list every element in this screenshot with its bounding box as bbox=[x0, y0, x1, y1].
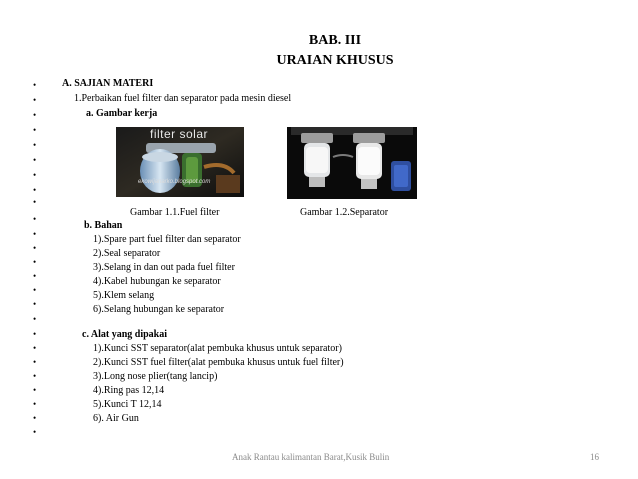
bullet-icon: • bbox=[33, 95, 37, 105]
bahan-item: 3).Selang in dan out pada fuel filter bbox=[93, 262, 235, 273]
page-number: 16 bbox=[590, 452, 599, 462]
bullet-icon: • bbox=[33, 357, 37, 367]
bullet-icon: • bbox=[33, 413, 37, 423]
bullet-icon: • bbox=[33, 243, 37, 253]
bahan-item: 4).Kabel hubungan ke separator bbox=[93, 276, 221, 287]
bullet-icon: • bbox=[33, 80, 37, 90]
bullet-icon: • bbox=[33, 155, 37, 165]
separator-caption: Gambar 1.2.Separator bbox=[300, 207, 389, 218]
bullet-icon: • bbox=[33, 329, 37, 339]
bullet-icon: • bbox=[33, 257, 37, 267]
bahan-item: 2).Seal separator bbox=[93, 248, 161, 259]
alat-item: 4).Ring pas 12,14 bbox=[93, 385, 165, 396]
fuel-filter-caption: Gambar 1.1.Fuel filter bbox=[130, 207, 220, 218]
chapter-title: BAB. III bbox=[308, 33, 362, 48]
alat-heading: c. Alat yang dipakai bbox=[82, 329, 168, 340]
bullet-icon: • bbox=[33, 170, 37, 180]
bahan-item: 6).Selang hubungan ke separator bbox=[93, 304, 225, 315]
bahan-item: 1).Spare part fuel filter dan separator bbox=[93, 234, 241, 245]
bullet-icon: • bbox=[33, 343, 37, 353]
alat-item: 3).Long nose plier(tang lancip) bbox=[93, 371, 218, 382]
bullet-icon: • bbox=[33, 197, 37, 207]
alat-item: 2).Kunci SST fuel filter(alat pembuka khusus untuk fuel filter) bbox=[93, 357, 344, 368]
chapter-subtitle: URAIAN KHUSUS bbox=[276, 53, 394, 68]
bullet-icon: • bbox=[33, 385, 37, 395]
bullet-icon: • bbox=[33, 110, 37, 120]
bullet-icon: • bbox=[33, 125, 37, 135]
section-subheading: 1.Perbaikan fuel filter dan separator pada mesin diesel bbox=[74, 93, 292, 104]
bullet-icon: • bbox=[33, 285, 37, 295]
alat-item: 6). Air Gun bbox=[93, 413, 139, 424]
bullet-icon: • bbox=[33, 427, 37, 437]
bahan-heading: b. Bahan bbox=[84, 220, 123, 231]
footer-text: Anak Rantau kalimantan Barat,Kusik Bulin bbox=[232, 452, 390, 462]
bullet-icon: • bbox=[33, 140, 37, 150]
bullet-icon: • bbox=[33, 271, 37, 281]
image-watermark: ekowijanarko.blogspot.com bbox=[138, 179, 211, 185]
bullet-icon: • bbox=[33, 229, 37, 239]
alat-item: 1).Kunci SST separator(alat pembuka khusus untuk separator) bbox=[93, 343, 342, 354]
bullet-icon: • bbox=[33, 185, 37, 195]
section-heading: A. SAJIAN MATERI bbox=[62, 78, 154, 89]
bullet-icon: • bbox=[33, 314, 37, 324]
separator-image bbox=[287, 127, 417, 199]
image-overlay-text: filter solar bbox=[150, 127, 209, 141]
bullet-icon: • bbox=[33, 214, 37, 224]
bahan-item: 5).Klem selang bbox=[93, 290, 155, 301]
bullet-icon: • bbox=[33, 299, 37, 309]
gambar-heading: a. Gambar kerja bbox=[86, 108, 158, 119]
bullet-icon: • bbox=[33, 371, 37, 381]
fuel-filter-image bbox=[116, 127, 244, 197]
bullet-icon: • bbox=[33, 399, 37, 409]
alat-item: 5).Kunci T 12,14 bbox=[93, 399, 162, 410]
